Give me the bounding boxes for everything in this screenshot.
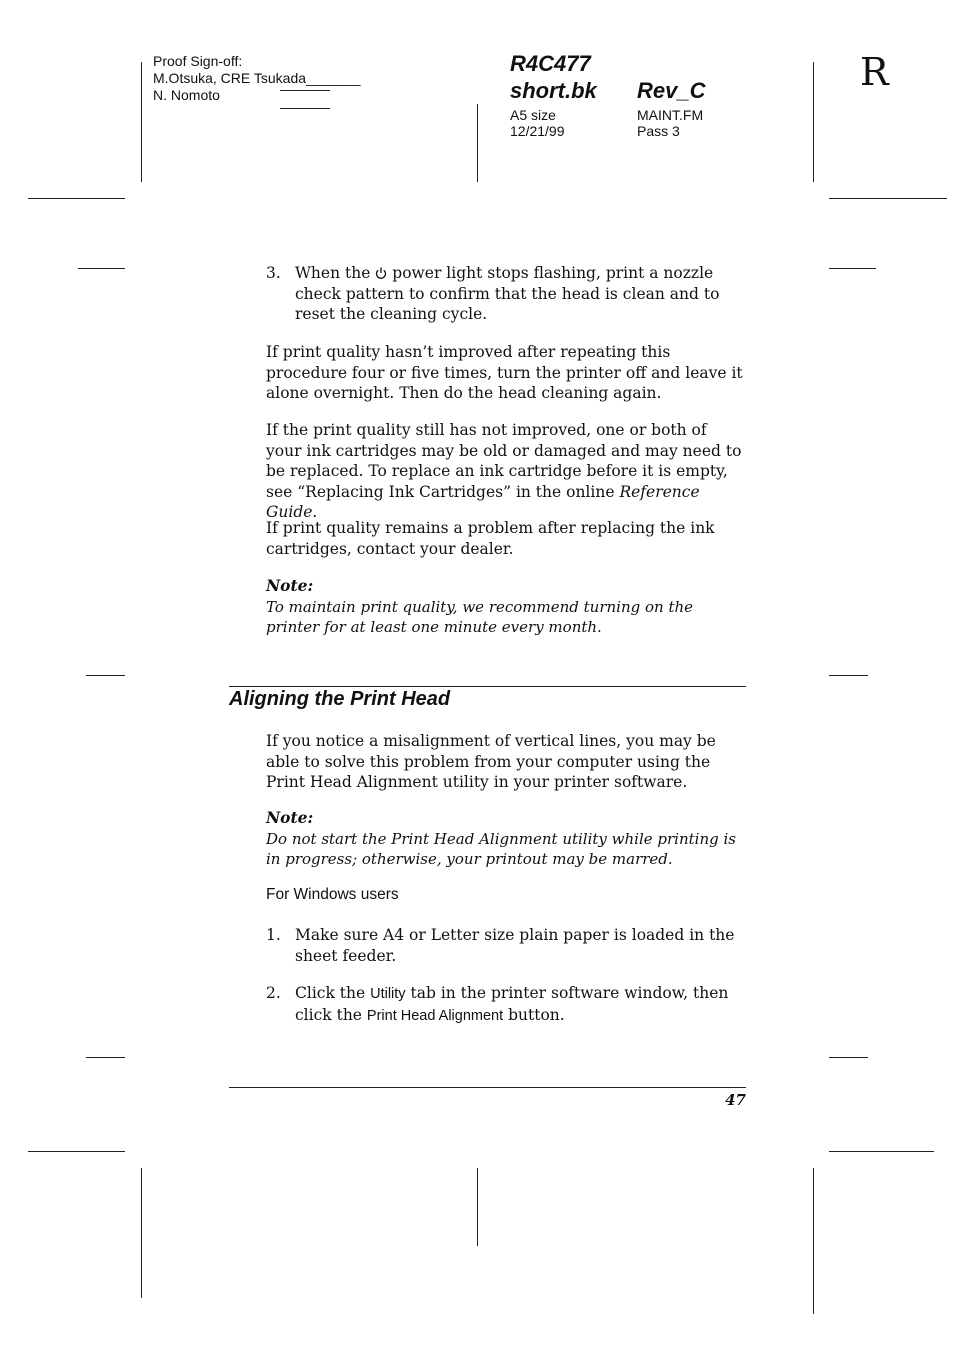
note-text: To maintain print quality, we recommend turning on the printer for at least one minute every month. xyxy=(266,597,694,636)
list-text: Make sure A4 or Letter size plain paper is loaded in the sheet feeder. xyxy=(295,926,735,965)
paragraph xyxy=(266,518,744,559)
note-text: Do not start the Print Head Alignment utility while printing is in progress; otherwise, your printout may be marred. xyxy=(266,829,736,868)
crop-mark xyxy=(813,1168,814,1314)
crop-mark xyxy=(78,268,125,269)
paragraph-text: If print quality hasn’t improved after repeating this procedure four or five times, turn the printer off and leave it alone overnight. Then do the head cleaning again. xyxy=(266,343,743,402)
step-text: tab in the printer software window, then click the xyxy=(295,984,729,1024)
crop-mark xyxy=(86,675,125,676)
print-head-alignment-button-ref: Print Head Alignment xyxy=(366,1007,504,1024)
proof-line: Proof Sign-off: xyxy=(153,53,243,69)
crop-mark xyxy=(28,198,125,199)
section-title: Aligning the Print Head xyxy=(229,688,451,710)
signature-line xyxy=(280,90,330,91)
step-text: power light stops flashing, print a nozzle check pattern to confirm that the head is clean and to reset the cleaning cycle. xyxy=(295,264,720,323)
crop-mark xyxy=(141,62,142,182)
paragraph xyxy=(266,731,744,793)
step-text: When the xyxy=(295,264,371,282)
crop-mark xyxy=(477,104,478,182)
proof-line-text: N. Nomoto xyxy=(153,87,220,103)
crop-mark xyxy=(141,1168,142,1298)
list-text xyxy=(295,983,745,1026)
crop-mark xyxy=(829,675,868,676)
proof-line: M.Otsuka, CRE Tsukada_______ xyxy=(153,70,361,86)
crop-mark xyxy=(477,1168,478,1246)
paragraph xyxy=(266,342,744,404)
book-name: short.bk xyxy=(510,78,597,103)
reference-guide-title: Reference Guide xyxy=(266,482,700,521)
list-number: 1. xyxy=(266,926,281,944)
note-label: Note: xyxy=(266,576,314,595)
list-number: 3. xyxy=(266,264,281,282)
crop-mark xyxy=(829,268,876,269)
step-text: Click the xyxy=(295,984,366,1002)
step-text: button. xyxy=(508,1005,565,1024)
print-date: 12/21/99 xyxy=(510,123,565,139)
paragraph-text: If you notice a misalignment of vertical lines, you may be able to solve this problem from your computer using the Print Head Alignment utility in your printer software. xyxy=(266,732,716,791)
section-rule xyxy=(229,686,746,687)
side-letter: R xyxy=(860,50,889,94)
footer-rule xyxy=(229,1087,746,1088)
signature-line xyxy=(280,108,330,109)
crop-mark xyxy=(829,198,947,199)
file-name: MAINT.FM xyxy=(637,107,704,123)
paragraph-text xyxy=(266,420,744,523)
note xyxy=(266,576,744,638)
power-icon xyxy=(375,267,387,279)
note-label: Note: xyxy=(266,808,314,827)
crop-mark xyxy=(829,1151,934,1152)
crop-mark xyxy=(28,1151,125,1152)
revision: Rev_C xyxy=(637,78,706,103)
list-number: 2. xyxy=(266,984,281,1002)
subheading: For Windows users xyxy=(266,886,399,903)
paragraph-text: If print quality remains a problem after replacing the ink cartridges, contact your dealer. xyxy=(266,519,715,558)
crop-mark xyxy=(86,1057,125,1058)
doc-code: R4C477 xyxy=(510,51,591,76)
paragraph-text-main: If the print quality still has not improved, one or both of your ink cartridges may be old or damaged and may need to be replaced. To replace an ink cartridge before it is empty, see “Replacing Ink Cartridges” in the online xyxy=(266,421,742,501)
crop-mark xyxy=(813,62,814,182)
paper-size: A5 size xyxy=(510,107,556,123)
paragraph-end: . xyxy=(312,503,318,521)
utility-tab-ref: Utility xyxy=(370,986,406,1002)
proof-signoff xyxy=(153,53,361,104)
note xyxy=(266,808,744,870)
list-text xyxy=(295,263,745,325)
page-number: 47 xyxy=(725,1091,746,1109)
paragraph xyxy=(266,420,744,523)
pass-number: Pass 3 xyxy=(637,123,680,139)
crop-mark xyxy=(829,1057,868,1058)
